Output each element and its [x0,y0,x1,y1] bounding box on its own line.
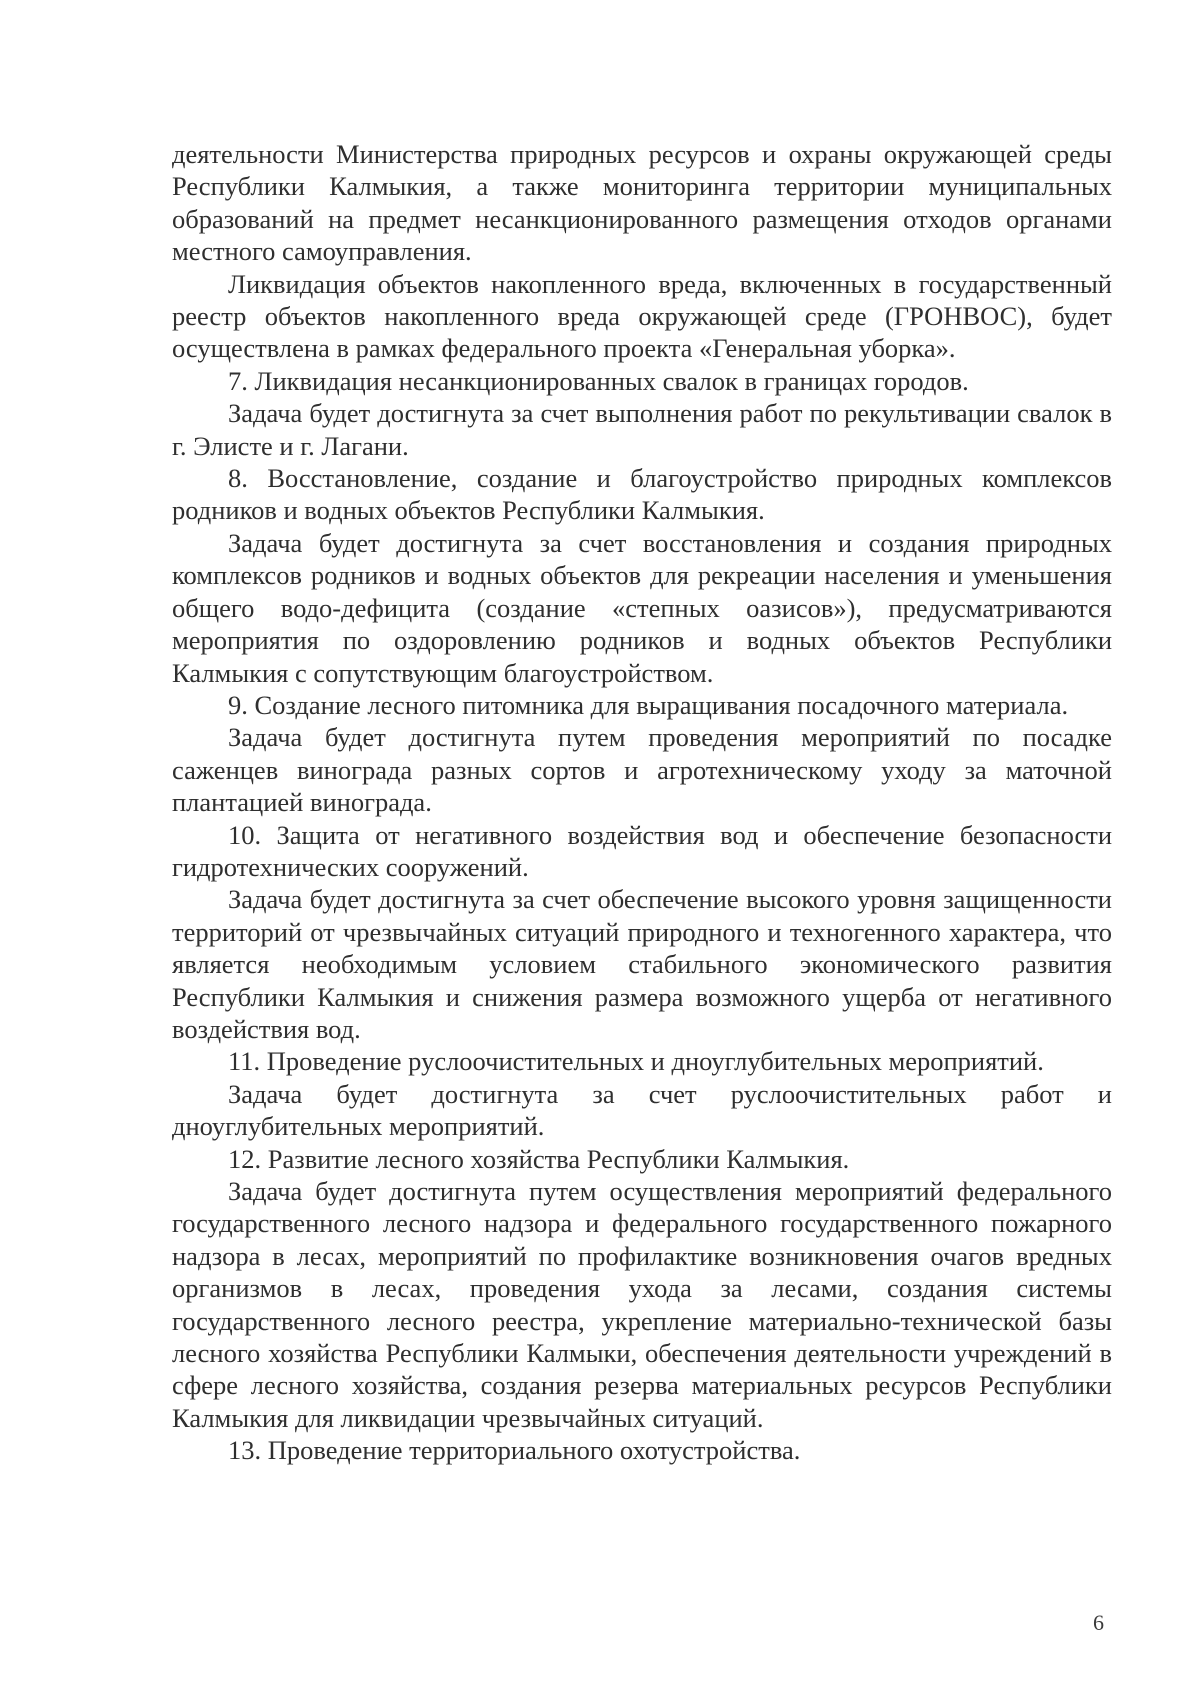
paragraph: Ликвидация объектов накопленного вреда, включенных в государственный реестр объектов накопленного вреда окружающей среде (ГРОНВОС), будет осуществлена в рамках федерального проекта «Генеральная уборка». [172,268,1112,364]
paragraph: Задача будет достигнута за счет руслоочистительных работ и дноуглубительных мероприятий. [172,1078,1112,1142]
page-number: 6 [1093,1610,1104,1635]
document-body [172,138,1112,1467]
section-heading-11: 11. Проведение руслоочистительных и дноуглубительных мероприятий. [228,1046,1044,1077]
section-heading-10: 10. Защита от негативного воздействия вод и обеспечение безопасности гидротехнических сооружений. [172,819,1112,882]
section-heading-7: 7. Ликвидация несанкционированных свалок в границах городов. [228,365,969,396]
section-heading-13: 13. Проведение территориального охотустройства. [228,1435,801,1466]
paragraph: Задача будет достигнута путем осуществления мероприятий федерального государственного лесного надзора и федерального государственного пожарного надзора в лесах, мероприятий по профилактике возникновения очагов вредных организмов в лесах, проведения ухода за лесами, создания системы государственного лесного реестра, укрепление материально-технической базы лесного хозяйства Республики Калмыки, обеспечения деятельности учреждений в сфере лесного хозяйства, создания резерва материальных ресурсов Республики Калмыкия для ликвидации чрезвычайных ситуаций. [172,1176,1112,1433]
paragraph: Задача будет достигнута за счет восстановления и создания природных комплексов родников и водных объектов для рекреации населения и уменьшения общего водо-дефицита (создание «степных оазисов»), предусматриваются мероприятия по оздоровлению родников и водных объектов Республики Калмыкия с сопутствующим благоустройством. [172,527,1112,688]
paragraph: Задача будет достигнута за счет выполнения работ по рекультивации свалок в г. Элисте и г. Лагани. [172,398,1112,461]
paragraph: деятельности Министерства природных ресурсов и охраны окружающей среды Республики Калмыкия, а также мониторинга территории муниципальных образований на предмет несанкционированного размещения отходов органами местного самоуправления. [172,139,1112,267]
section-heading-8: 8. Восстановление, создание и благоустройство природных комплексов родников и водных объектов Республики Калмыкия. [172,463,1112,526]
section-heading-9: 9. Создание лесного питомника для выращивания посадочного материала. [228,689,1069,720]
paragraph: Задача будет достигнута путем проведения мероприятий по посадке саженцев винограда разных сортов и агротехническому уходу за маточной плантацией винограда. [172,722,1112,818]
paragraph: Задача будет достигнута за счет обеспечение высокого уровня защищенности территорий от чрезвычайных ситуаций природного и техногенного характера, что является необходимым условием стабильного экономического развития Республики Калмыкия и снижения размера возможного ущерба от негативного воздействия вод. [172,884,1112,1044]
section-heading-12: 12. Развитие лесного хозяйства Республики Калмыкия. [228,1143,850,1174]
